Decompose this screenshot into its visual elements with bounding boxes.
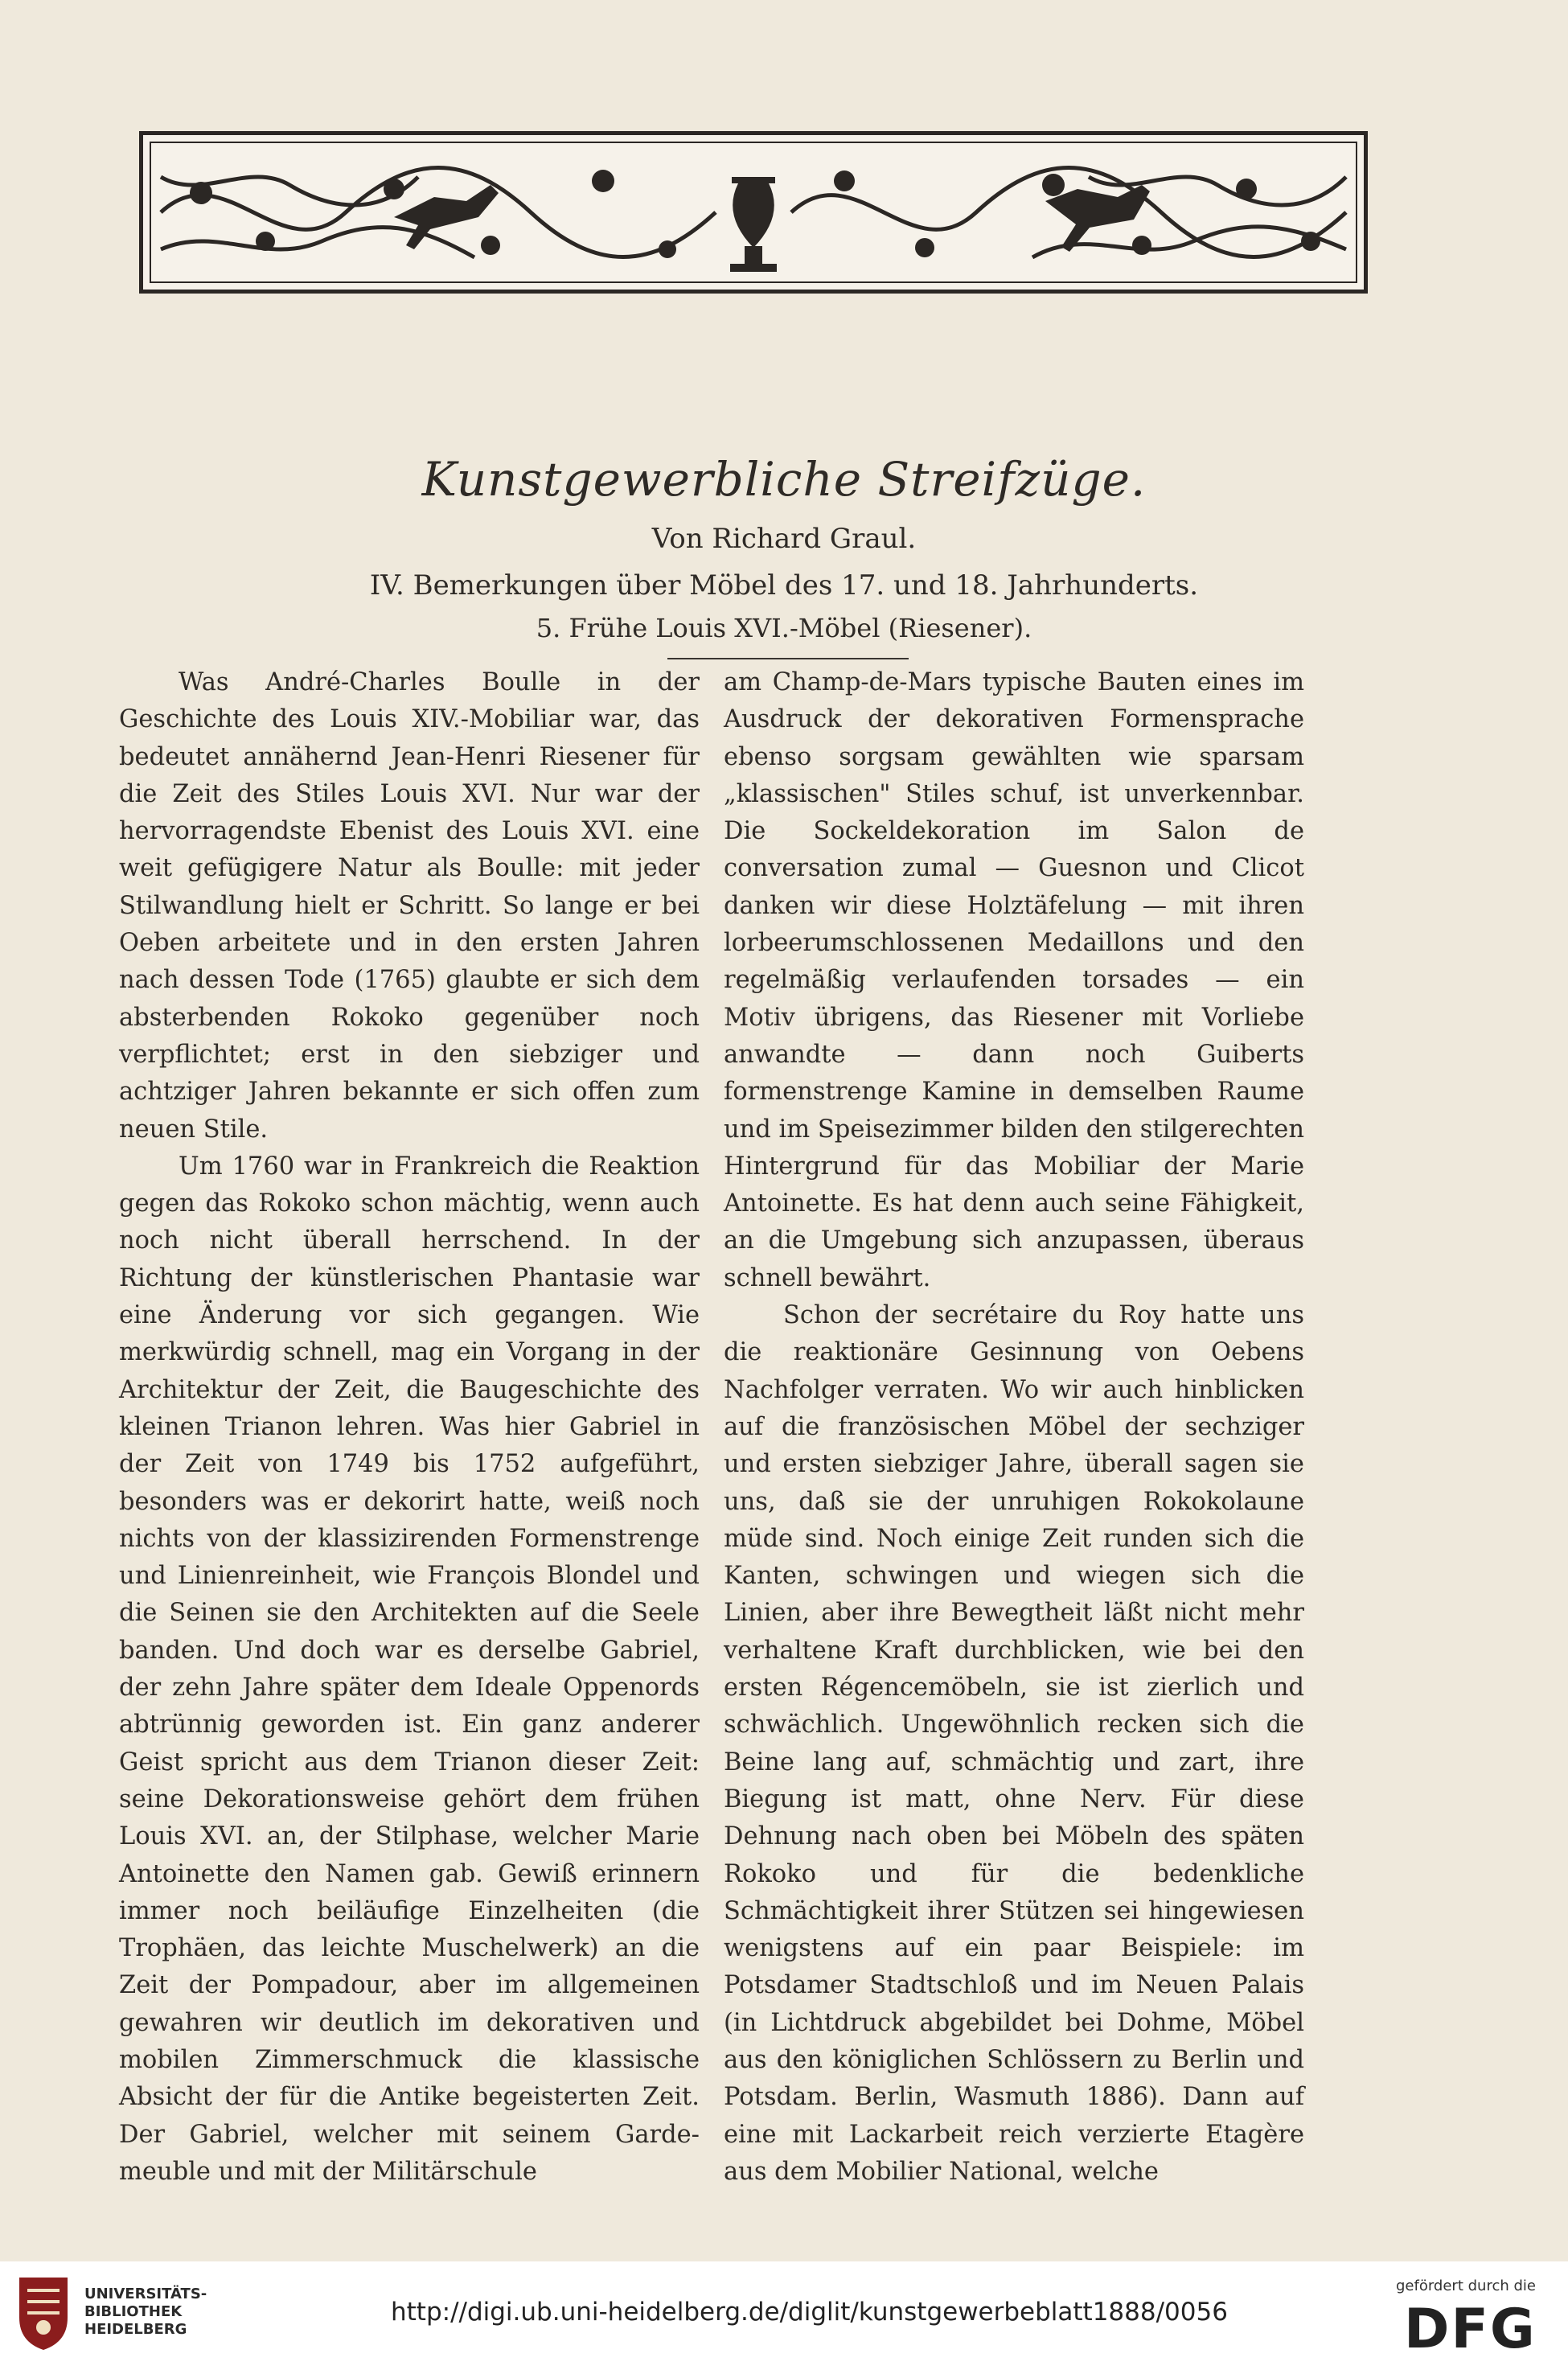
digitization-footer [0, 2261, 1568, 2370]
article-author: Von Richard Graul. [651, 523, 917, 555]
ornament-vine-icon [153, 145, 1354, 280]
university-seal-icon [14, 2274, 72, 2352]
institution-name: UNIVERSITÄTS- BIBLIOTHEK HEIDELBERG [84, 2286, 207, 2338]
subsection-heading: 5. Frühe Louis XVI.-Möbel (Riesener). [536, 613, 1032, 643]
text-column-left [119, 664, 700, 2191]
dfg-logo: DFG [1404, 2298, 1537, 2361]
funded-by-label: gefördert durch die [1396, 2278, 1536, 2294]
heading-divider [667, 658, 909, 659]
paragraph: am Champ-de-Mars typische Bauten eines im Ausdruck der dekorativen Formensprache ebenso sorgsam gewählten wie sparsam „klassischen" Stiles schuf, ist unverkennbar. Die Sockeldekoration im Salon de conversation zumal — Guesnon und Clicot danken wir diese Holztäfelung — mit ihren lorbeerumschlossenen Medaillons und den regelmäßig verlaufenden torsades — ein Motiv übrigens, das Riesener mit Vorliebe anwandte — dann noch Guiberts formenstrenge Kamine in demselben Raume und im Speisezimmer bilden den stilgerechten Hintergrund für das Mobiliar der Marie Antoinette. Es hat denn auch seine Fähigkeit, an die Umgebung sich anzupassen, überaus schnell bewährt. [724, 668, 1304, 1292]
paragraph: Was André-Charles Boulle in der Geschichte des Louis XIV.-Mobiliar war, das bedeutet annähernd Jean-Henri Riesener für die Zeit des Stiles Louis XVI. Nur war der hervorragendste Ebenist des Louis XVI. eine weit gefügigere Natur als Boulle: mit jeder Stilwandlung hielt er Schritt. So lange er bei Oeben arbeitete und in den ersten Jahren nach dessen Tode (1765) glaubte er sich dem absterbenden Rokoko gegenüber noch verpflichtet; erst in den siebziger und achtziger Jahren bekannte er sich offen zum neuen Stile. [119, 668, 700, 1144]
section-heading: IV. Bemerkungen über Möbel des 17. und 18. Jahrhunderts. [369, 569, 1199, 602]
paragraph: Um 1760 war in Frankreich die Reaktion gegen das Rokoko schon mächtig, wenn auch noch nicht überall herrschend. In der Richtung der künstlerischen Phantasie war eine Änderung vor sich gegangen. Wie merkwürdig schnell, mag ein Vorgang in der Architektur der Zeit, die Baugeschichte des kleinen Trianon lehren. Was hier Gabriel in der Zeit von 1749 bis 1752 aufgeführt, besonders was er dekorirt hatte, weiß noch nichts von der klassizirenden Formenstrenge und Linienreinheit, wie François Blondel und die Seinen sie den Architekten auf die Seele banden. Und doch war es derselbe Gabriel, der zehn Jahre später dem Ideale Oppenords abtrünnig geworden ist. Ein ganz anderer Geist spricht aus dem Trianon dieser Zeit: seine Dekorationsweise gehört dem frühen Louis XVI. an, der Stilphase, welcher Marie Antoinette den Namen gab. Gewiß erinnern immer noch beiläufige Einzelheiten (die Trophäen, das leichte Muschelwerk) an die Zeit der Pompadour, aber im allgemeinen gewahren wir deutlich im dekorativen und mobilen Zimmerschmuck die klassische Absicht der für die Antike begeisterten Zeit. Der Gabriel, welcher mit seinem Garde-meuble und mit der Militärschule [119, 1152, 700, 2186]
text-column-right [724, 664, 1304, 2191]
article-title: Kunstgewerbliche Streifzüge. [421, 452, 1147, 507]
ornamental-header-illustration [139, 131, 1368, 294]
paragraph: Schon der secrétaire du Roy hatte uns die reaktionäre Gesinnung von Oebens Nachfolger verraten. Wo wir auch hinblicken auf die französischen Möbel der sechziger und ersten siebziger Jahre, überall sagen sie uns, daß sie der unruhigen Rokokolaune müde sind. Noch einige Zeit runden sich die Kanten, schwingen und wiegen sich die Linien, aber ihre Bewegtheit läßt nicht mehr verhaltene Kraft durchblicken, wie bei den ersten Régencemöbeln, sie ist zierlich und schwächlich. Ungewöhnlich recken sich die Beine lang auf, schmächtig und zart, ihre Biegung ist matt, ohne Nerv. Für diese Dehnung nach oben bei Möbeln des späten Rokoko und für die bedenkliche Schmächtigkeit ihrer Stützen sei hingewiesen wenigstens auf ein paar Beispiele: im Potsdamer Stadtschloß und im Neuen Palais (in Lichtdruck abgebildet bei Dohme, Möbel aus den königlichen Schlössern zu Berlin und Potsdam. Berlin, Wasmuth 1886). Dann auf eine mit Lackarbeit reich verzierte Etagère aus dem Mobilier National, welche [724, 1301, 1304, 2186]
source-url-link[interactable]: http://digi.ub.uni-heidelberg.de/diglit/kunstgewerbeblatt1888/0056 [391, 2298, 1228, 2327]
